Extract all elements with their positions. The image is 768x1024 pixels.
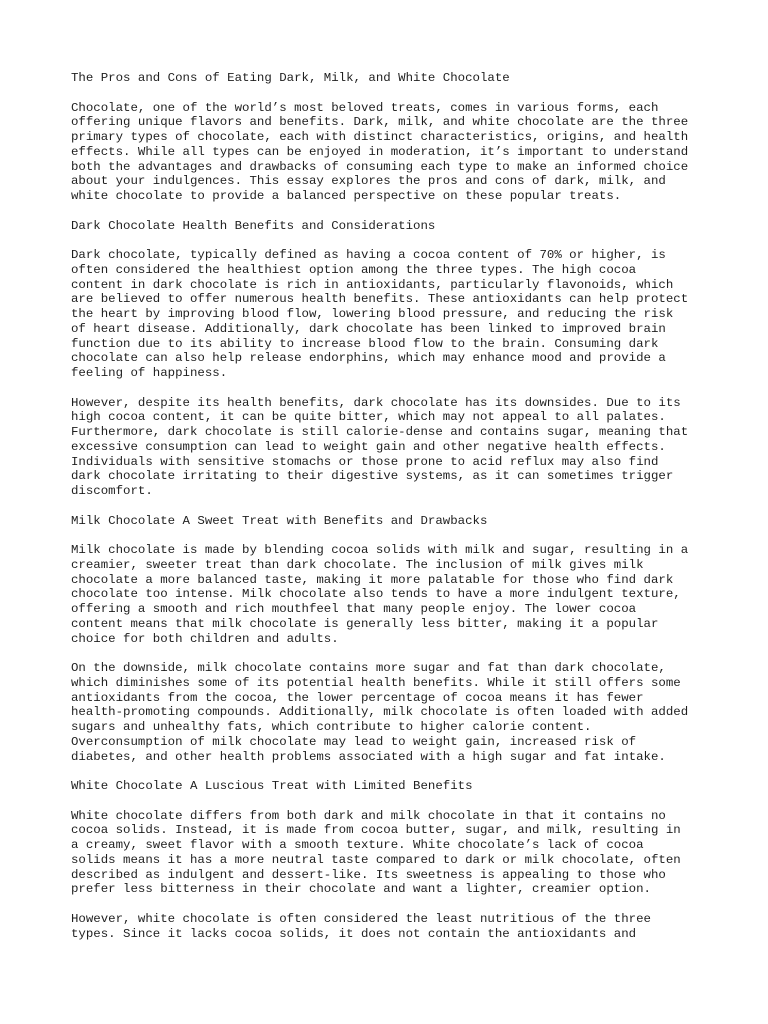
document-body <box>71 71 711 956</box>
text-line: which diminishes some of its potential health benefits. While it still offers some <box>71 675 681 690</box>
text-line: chocolate can also help release endorphins, which may enhance mood and provide a <box>71 351 666 366</box>
intro-paragraph <box>71 101 711 204</box>
text-line: about your indulgences. This essay explores the pros and cons of dark, milk, and <box>71 174 666 189</box>
text-line: Furthermore, dark chocolate is still calorie-dense and contains sugar, meaning that <box>71 425 689 439</box>
milk-paragraph-benefits <box>71 543 711 646</box>
text-line: function due to its ability to increase blood flow to the brain. Consuming dark <box>71 336 659 351</box>
dark-paragraph-benefits <box>71 248 711 381</box>
text-line: Chocolate, one of the world’s most beloved treats, comes in various forms, each <box>71 100 659 115</box>
text-line: solids means it has a more neutral taste compared to dark or milk chocolate, often <box>71 852 681 867</box>
text-line: excessive consumption can lead to weight gain and other negative health effects. <box>71 439 666 454</box>
text-line: However, despite its health benefits, dark chocolate has its downsides. Due to its <box>71 395 681 410</box>
section-heading-dark: Dark Chocolate Health Benefits and Considerations <box>71 218 436 233</box>
text-line: prefer less bitterness in their chocolate and want a lighter, creamier option. <box>71 882 651 897</box>
text-line: both the advantages and drawbacks of consuming each type to make an informed choice <box>71 159 689 174</box>
text-line: choice for both children and adults. <box>71 631 339 646</box>
text-line: creamier, sweeter treat than dark chocolate. The inclusion of milk gives milk <box>71 557 644 572</box>
text-line: dark chocolate irritating to their digestive systems, as it can sometimes trigger <box>71 469 674 484</box>
text-line: white chocolate to provide a balanced perspective on these popular treats. <box>71 189 622 203</box>
text-line: of heart disease. Additionally, dark chocolate has been linked to improved brain <box>71 321 666 336</box>
text-line: cocoa solids. Instead, it is made from cocoa butter, sugar, and milk, resulting in <box>71 823 681 838</box>
text-line: chocolate a more balanced taste, making it more palatable for those who find dark <box>71 572 674 587</box>
document-title: The Pros and Cons of Eating Dark, Milk, and White Chocolate <box>71 71 510 85</box>
text-line: diabetes, and other health problems associated with a high sugar and fat intake. <box>71 749 666 764</box>
text-line: chocolate too intense. Milk chocolate also tends to have a more indulgent texture, <box>71 587 681 602</box>
text-line: types. Since it lacks cocoa solids, it does not contain the antioxidants and <box>71 926 637 941</box>
text-line: described as indulgent and dessert-like. Its sweetness is appealing to those who <box>71 867 666 882</box>
text-line: Overconsumption of milk chocolate may lead to weight gain, increased risk of <box>71 734 637 749</box>
text-line: often considered the healthiest option among the three types. The high cocoa <box>71 262 637 277</box>
milk-paragraph-downsides <box>71 661 711 764</box>
text-line: sugars and unhealthy fats, which contribute to higher calorie content. <box>71 720 592 734</box>
text-line: feeling of happiness. <box>71 366 228 380</box>
text-line: content means that milk chocolate is generally less bitter, making it a popular <box>71 616 659 631</box>
dark-paragraph-downsides <box>71 396 711 499</box>
text-line: Milk chocolate is made by blending cocoa solids with milk and sugar, resulting in a <box>71 543 689 557</box>
text-line: discomfort. <box>71 484 153 498</box>
section-heading-white: White Chocolate A Luscious Treat with Limited Benefits <box>71 779 473 793</box>
text-line: White chocolate differs from both dark and milk chocolate in that it contains no <box>71 808 666 823</box>
text-line: a creamy, sweet flavor with a smooth texture. White chocolate’s lack of cocoa <box>71 838 644 852</box>
text-line: On the downside, milk chocolate contains more sugar and fat than dark chocolate, <box>71 661 666 675</box>
text-line: the heart by improving blood flow, lowering blood pressure, and reducing the risk <box>71 307 674 321</box>
text-line: Individuals with sensitive stomachs or those prone to acid reflux may also find <box>71 454 659 469</box>
text-line: effects. While all types can be enjoyed in moderation, it’s important to understand <box>71 144 689 159</box>
white-paragraph-downsides <box>71 912 711 942</box>
white-paragraph-description <box>71 809 711 898</box>
text-line: offering a smooth and rich mouthfeel that many people enjoy. The lower cocoa <box>71 602 637 616</box>
text-line: antioxidants from the cocoa, the lower percentage of cocoa means it has fewer <box>71 690 644 705</box>
text-line: health-promoting compounds. Additionally, milk chocolate is often loaded with added <box>71 705 689 720</box>
text-line: content in dark chocolate is rich in antioxidants, particularly flavonoids, which <box>71 277 674 292</box>
text-line: offering unique flavors and benefits. Dark, milk, and white chocolate are the three <box>71 115 689 130</box>
section-heading-milk: Milk Chocolate A Sweet Treat with Benefits and Drawbacks <box>71 513 488 528</box>
text-line: are believed to offer numerous health benefits. These antioxidants can help protect <box>71 292 689 307</box>
text-line: primary types of chocolate, each with distinct characteristics, origins, and health <box>71 130 689 144</box>
text-line: However, white chocolate is often considered the least nutritious of the three <box>71 911 651 926</box>
text-line: Dark chocolate, typically defined as having a cocoa content of 70% or higher, is <box>71 248 666 262</box>
text-line: high cocoa content, it can be quite bitter, which may not appeal to all palates. <box>71 410 666 425</box>
